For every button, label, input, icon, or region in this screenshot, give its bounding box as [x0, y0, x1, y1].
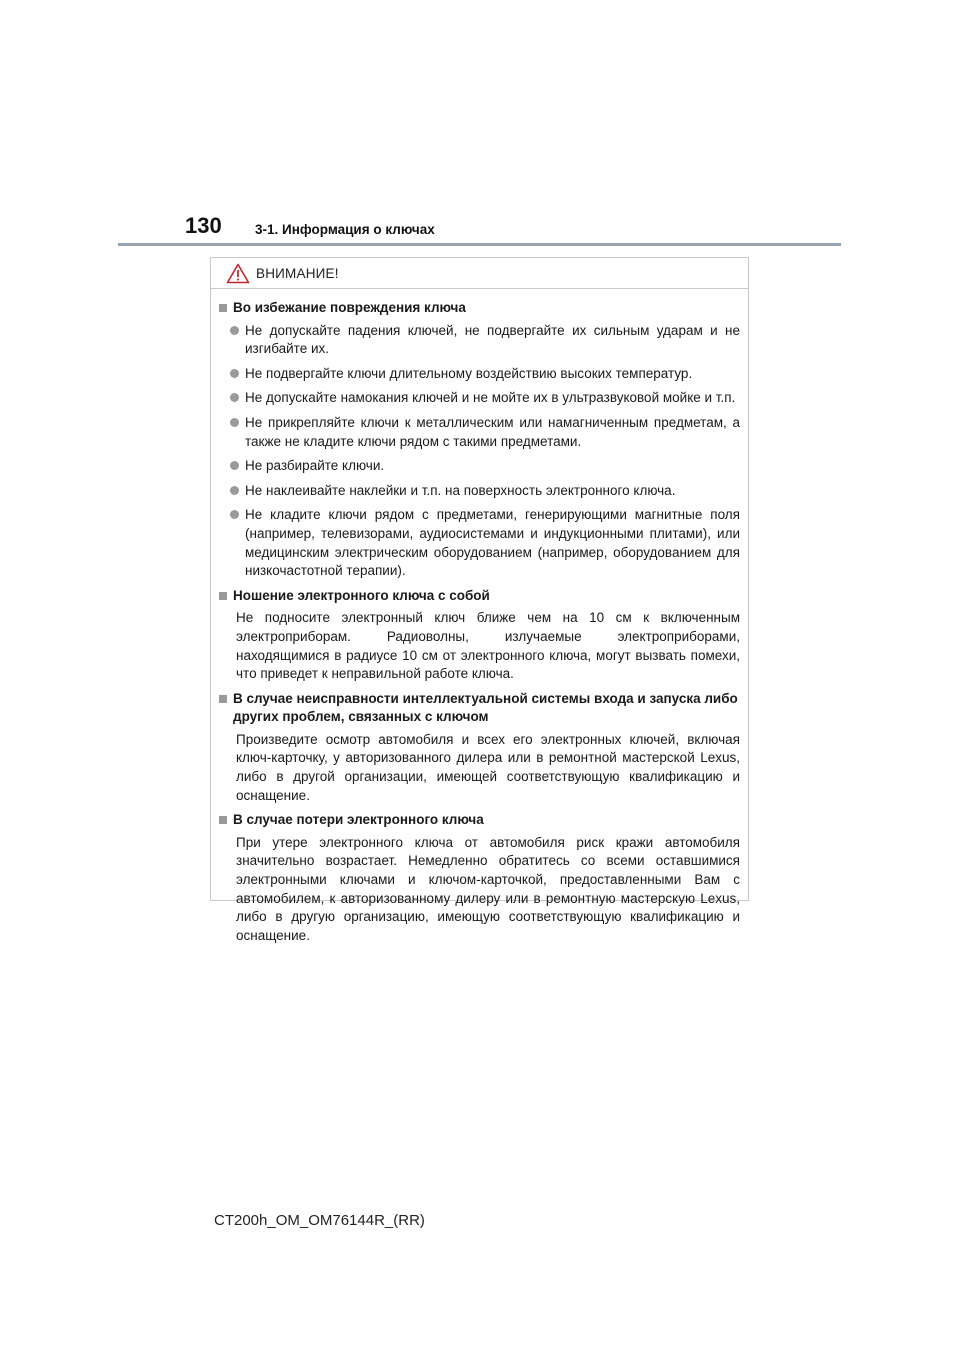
- header-rule: [118, 243, 841, 246]
- list-item: Не допускайте намокания ключей и не мойте их в ультразвуковой мойке и т.п.: [219, 389, 740, 408]
- list-item: Не кладите ключи рядом с предметами, генерирующими магнитные поля (например, телевизорами, аудиосистемами и индукционными плитами), или медицинским электрическим оборудованием (например, оборудованием для низкочастотной терапии).: [219, 506, 740, 580]
- list-item: Не наклеивайте наклейки и т.п. на поверхность электронного ключа.: [219, 482, 740, 501]
- section-heading: Во избежание повреждения ключа: [219, 299, 740, 318]
- section-heading: В случае неисправности интеллектуальной системы входа и запуска либо других проблем, связанных с ключом: [219, 690, 740, 727]
- square-bullet-icon: [219, 304, 227, 312]
- section-heading: Ношение электронного ключа с собой: [219, 587, 740, 606]
- dot-bullet-icon: [230, 326, 239, 335]
- list-item: Не прикрепляйте ключи к металлическим или намагниченным предметам, а также не кладите ключи рядом с такими предметами.: [219, 414, 740, 451]
- section-title: 3-1. Информация о ключах: [255, 222, 435, 237]
- warning-label: ВНИМАНИЕ!: [256, 265, 339, 281]
- dot-bullet-icon: [230, 461, 239, 470]
- warning-box: [210, 257, 749, 943]
- dot-bullet-icon: [230, 418, 239, 427]
- section-text: Не подносите электронный ключ ближе чем на 10 см к включенным электроприборам. Радиоволны, излучаемые электроприборами, находящимися в радиусе 10 см от электронного ключа, могут вызвать помехи, что приведет к неправильной работе ключа.: [236, 610, 740, 682]
- square-bullet-icon: [219, 592, 227, 600]
- section-text: При утере электронного ключа от автомобиля риск кражи автомобиля значительно возрастает. Немедленно обратитесь со всеми оставшимися электронными ключами и ключом-карточкой, предоставленными Вам с автомобилем, к авторизованному дилеру или в ремонтную мастерскую Lexus, либо в другую организацию, имеющую соответствующую квалификацию и оснащение.: [236, 834, 740, 943]
- dot-bullet-icon: [230, 486, 239, 495]
- warning-triangle-icon: [226, 263, 250, 284]
- dot-bullet-icon: [230, 393, 239, 402]
- list-item: Не допускайте падения ключей, не подвергайте их сильным ударам и не изгибайте их.: [219, 322, 740, 359]
- square-bullet-icon: [219, 695, 227, 703]
- document-code: CT200h_OM_OM76144R_(RR): [214, 1212, 425, 1229]
- list-item: Не разбирайте ключи.: [219, 457, 740, 476]
- list-item: Не подвергайте ключи длительному воздействию высоких температур.: [219, 365, 740, 384]
- section-text: Произведите осмотр автомобиля и всех его электронных ключей, включая ключ-карточку, у авторизованного дилера или в ремонтной мастерской Lexus, либо в другой организации, имеющей соответствующую квалификацию и оснащение.: [236, 731, 740, 803]
- square-bullet-icon: [219, 816, 227, 824]
- dot-bullet-icon: [230, 510, 239, 519]
- section-heading: В случае потери электронного ключа: [219, 811, 740, 830]
- warning-body: [211, 289, 748, 945]
- page-number: 130: [185, 213, 222, 238]
- dot-bullet-icon: [230, 369, 239, 378]
- warning-header: [211, 258, 748, 289]
